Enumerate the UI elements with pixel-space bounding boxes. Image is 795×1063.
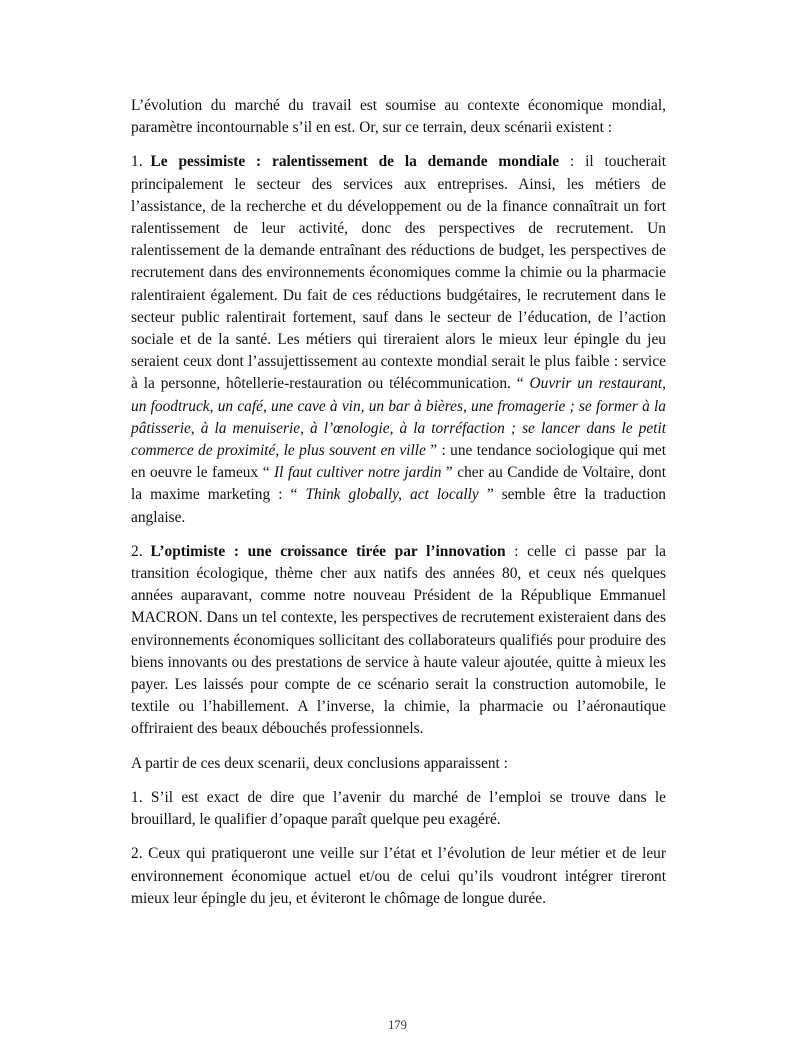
scenario-heading: L’optimiste : une croissance tirée par l’innovation <box>150 542 506 560</box>
page-number: 179 <box>388 1018 407 1032</box>
document-body <box>131 95 666 910</box>
scenario-number: 2. <box>131 542 143 560</box>
scenario-quote: Think globally, act locally <box>305 486 479 504</box>
scenario-text: ” cher au Candide de Voltaire, dont la maxime marketing : “ <box>131 464 666 504</box>
scenario-quote: Ouvrir un restaurant, un foodtruck, un café, une cave à vin, un bar à bières, une fromagerie ; se former à la pâtisserie, à la menuiserie, à l’œnologie, à la torréfaction ; se lancer dans le petit commerce de proximité, le plus souvent en ville <box>131 375 666 460</box>
scenario-pessimist-paragraph <box>131 151 666 528</box>
intro-paragraph: L’évolution du marché du travail est soumise au contexte économique mondial, paramètre incontournable s’il en est. Or, sur ce terrain, deux scénarii existent : <box>131 97 666 137</box>
scenario-quote: Il faut cultiver notre jardin <box>274 464 442 482</box>
conclusion-paragraph-1: 1. S’il est exact de dire que l’avenir du marché de l’emploi se trouve dans le brouillard, le qualifier d’opaque paraît quelque peu exagéré. <box>131 788 666 829</box>
scenario-text: ” : une tendance sociologique qui met en oeuvre le fameux “ <box>131 442 666 482</box>
scenario-number: 1. <box>131 153 143 171</box>
conclusion-paragraph-2: 2. Ceux qui pratiqueront une veille sur l’état et l’évolution de leur métier et de leur environnement économique actuel et/ou de celui qu’ils voudront intégrer tireront mieux leur épingle du jeu, et éviteront le chômage de longue durée. <box>131 845 666 907</box>
scenario-text: : il toucherait principalement le secteur des services aux entreprises. Ainsi, les métiers de l’assistance, de la recherche et du développement ou de la finance connaîtrait un fort ralentissement de leur activité, donc des perspectives de recrutement. Un ralentissement de la demande entraînant des réductions de budget, les perspectives de recrutement dans des environnements économiques comme la chimie ou la pharmacie ralentiraient également. Du fait de ces réductions budgétaires, le recrutement dans le secteur public ralentirait fortement, sauf dans le secteur de l’éducation, de l’action sociale et de la santé. Les métiers qui tireraient alors le mieux leur épingle du jeu seraient ceux dont l’assujettissement au contexte mondial serait le plus faible : service à la personne, hôtellerie-restauration ou télécommunication. “ <box>131 153 667 393</box>
scenario-heading: Le pessimiste : ralentissement de la demande mondiale <box>150 153 560 171</box>
transition-paragraph: A partir de ces deux scenarii, deux conclusions apparaissent : <box>131 754 508 772</box>
scenario-text: ” semble être la traduction anglaise. <box>131 486 666 526</box>
scenario-optimist-paragraph <box>131 541 666 741</box>
scenario-text: : celle ci passe par la transition écologique, thème cher aux natifs des années 80, et ceux nés quelques années auparavant, comme notre nouveau Président de la République Emmanuel MACRON. Dans un tel contexte, les perspectives de recrutement existeraient dans des environnements économiques sollicitant des collaborateurs qualifiés pour produire des biens innovants ou des prestations de service à haute valeur ajoutée, quitte à mieux les payer. Les laissés pour compte de ce scénario serait la construction automobile, le textile ou l’habillement. A l’inverse, la chimie, la pharmacie ou l’aéronautique offriraient des beaux débouchés professionnels. <box>131 542 666 738</box>
